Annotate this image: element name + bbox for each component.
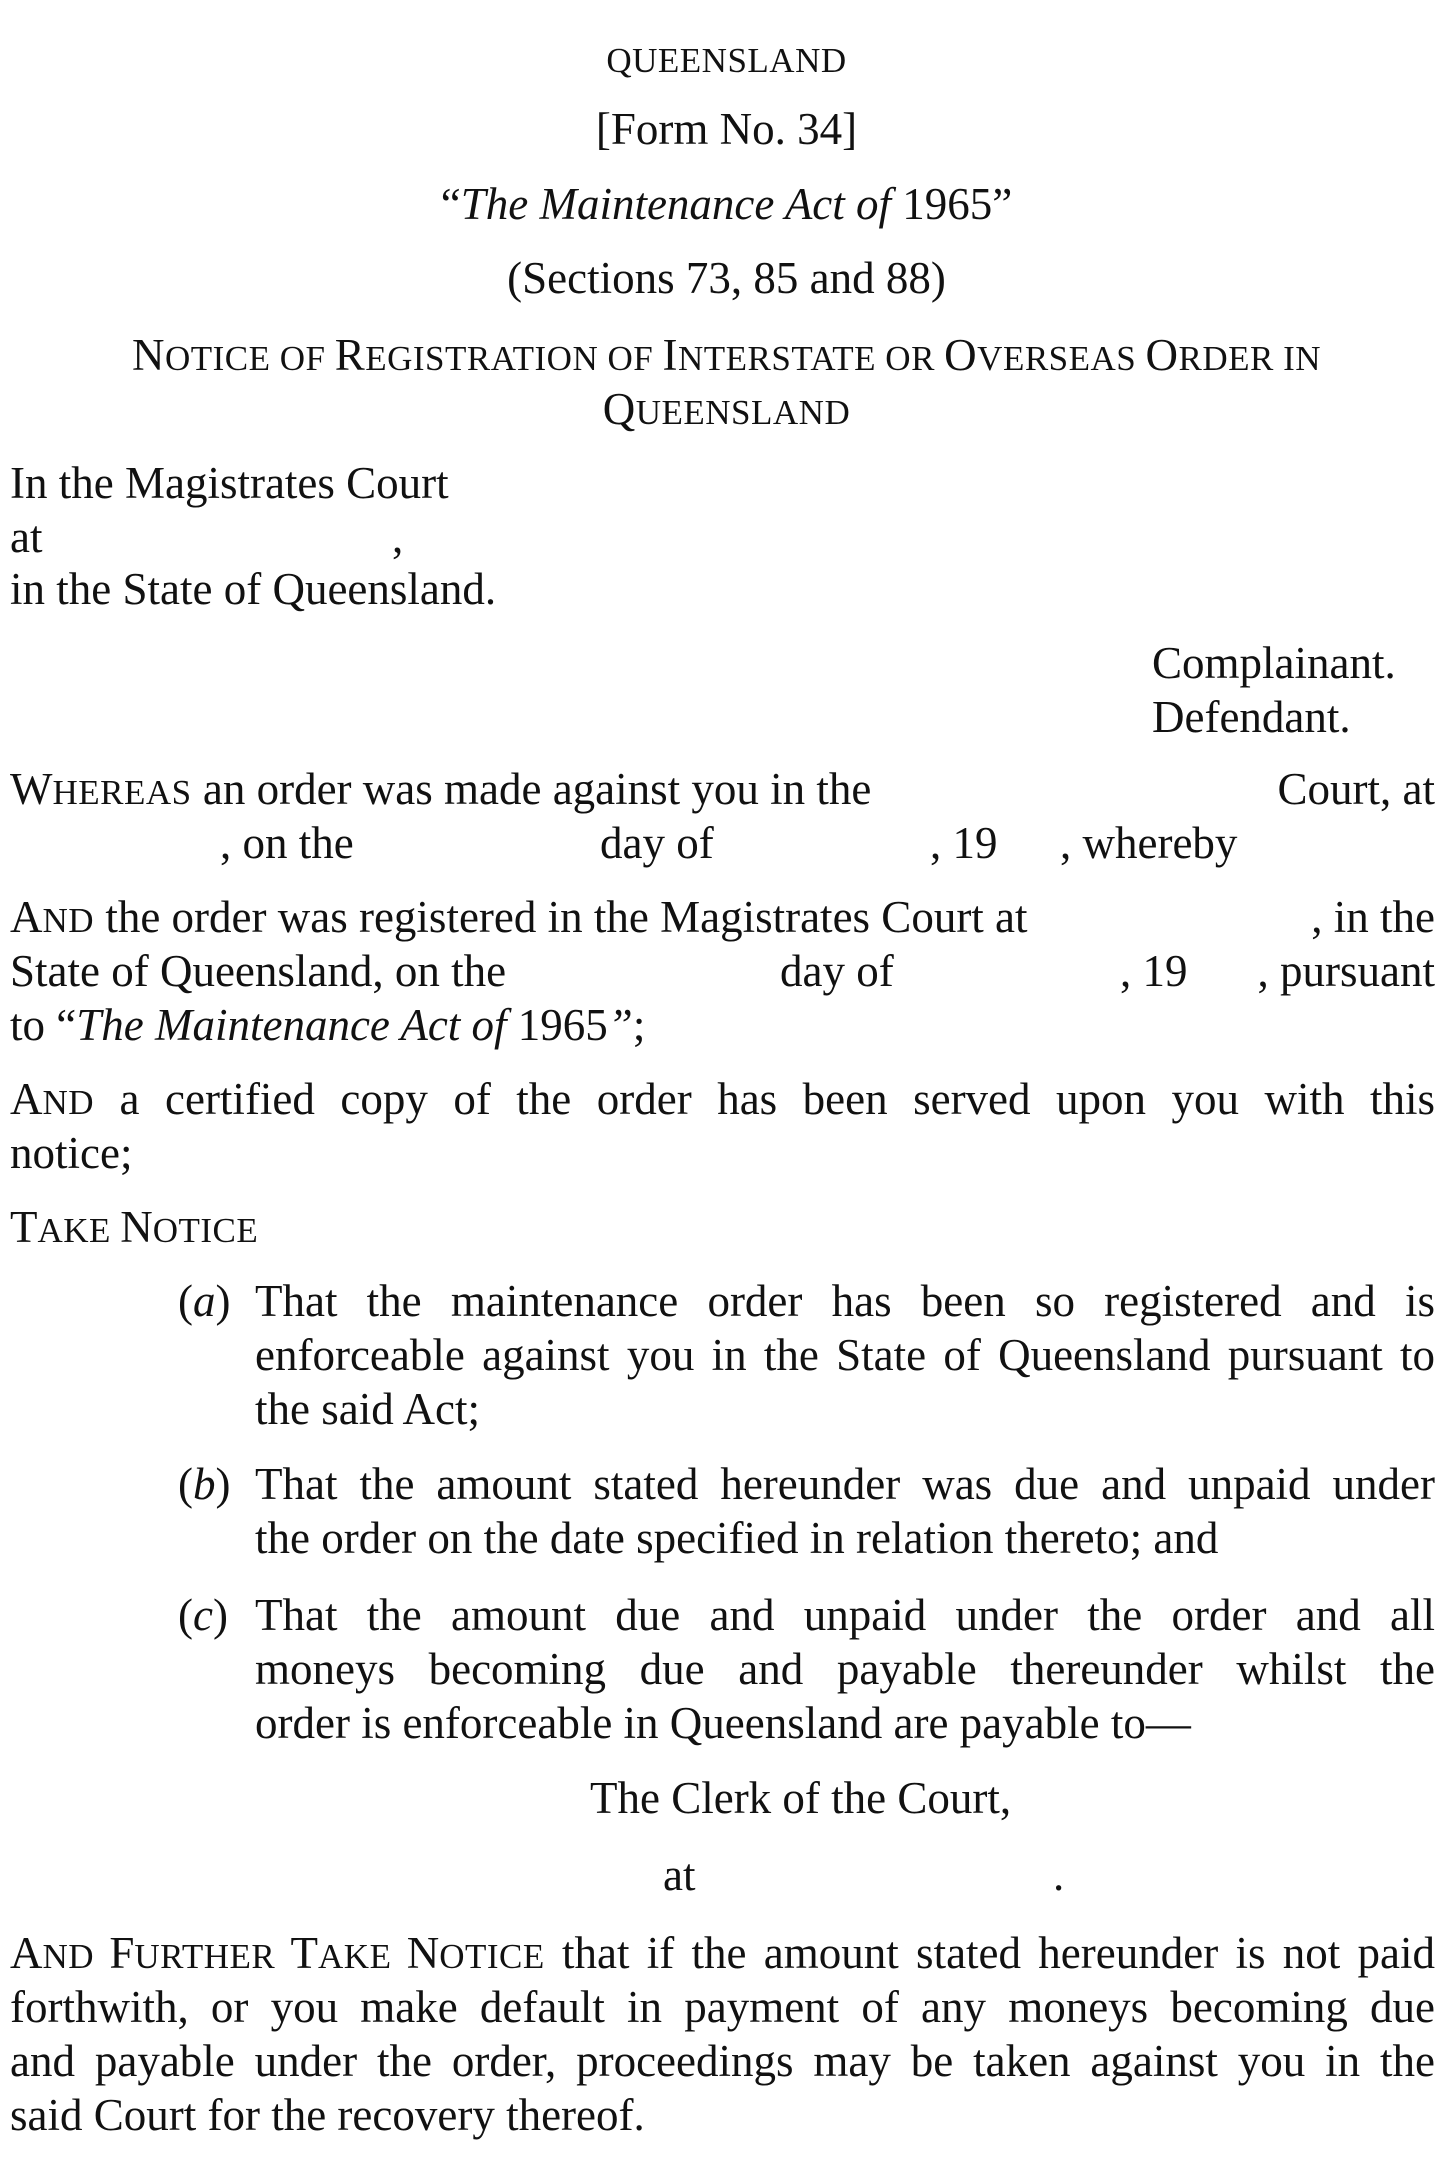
further-line-4: said Court for the recovery thereof. [10,2090,645,2140]
registered-line-2: State of Queensland, on the day of , 19 , pursuant [10,946,1435,996]
notice-title-line-2: QUEENSLAND [602,384,851,434]
complainant-label: Complainant. [1152,638,1396,688]
court-line-3: in the State of Queensland. [10,564,497,614]
registered-line-3: to “The Maintenance Act of 1965”; [10,1000,646,1050]
defendant-label: Defendant. [1152,692,1351,742]
certified-line-1: AND a certified copy of the order has been served upon you with this [10,1074,1435,1124]
item-text-b: That the amount stated hereunder was due and unpaid under the order on the date specified in relation thereto; and [255,1459,1435,1563]
item-text-c: That the amount due and unpaid under the order and all moneys becoming due and payable thereunder whilst the order is enforceable in Queensland are payable to— [255,1590,1435,1748]
further-line-3: and payable under the order, proceedings may be taken against you in the [10,2036,1435,2086]
court-line-2: at , [10,512,404,562]
further-line-1: AND FURTHER TAKE NOTICE that if the amount stated hereunder is not paid [10,1928,1435,1978]
certified-line-2: notice; [10,1128,133,1178]
form-number: [Form No. 34] [595,104,858,154]
notice-title-line-1: NOTICE OF REGISTRATION OF INTERSTATE OR OVERSEAS ORDER IN [131,330,1322,380]
item-text-a: That the maintenance order has been so registered and is enforceable against you in the State of Queensland pursuant to the said Act; [255,1276,1435,1434]
state-heading: QUEENSLAND [606,41,847,80]
further-line-2: forthwith, or you make default in payment of any moneys becoming due [10,1982,1435,2032]
list-item [0,1457,1453,1567]
sections-reference: (Sections 73, 85 and 88) [507,253,946,303]
item-label-b: (b) [178,1459,231,1509]
registered-line-1: AND the order was registered in the Magistrates Court at , in the [10,892,1435,942]
payee-at-line: at . [663,1850,1065,1900]
whereas-line-1: WHEREAS an order was made against you in the Court, at [10,764,1435,814]
take-notice-heading: TAKE NOTICE [10,1202,259,1252]
court-line-1: In the Magistrates Court [10,458,449,508]
item-label-a: (a) [178,1276,231,1326]
payee-clerk: The Clerk of the Court, [590,1773,1012,1823]
item-label-c: (c) [178,1590,228,1640]
list-item [0,1274,1453,1444]
list-item [0,1588,1453,1758]
act-title: “The Maintenance Act of 1965” [440,179,1013,229]
